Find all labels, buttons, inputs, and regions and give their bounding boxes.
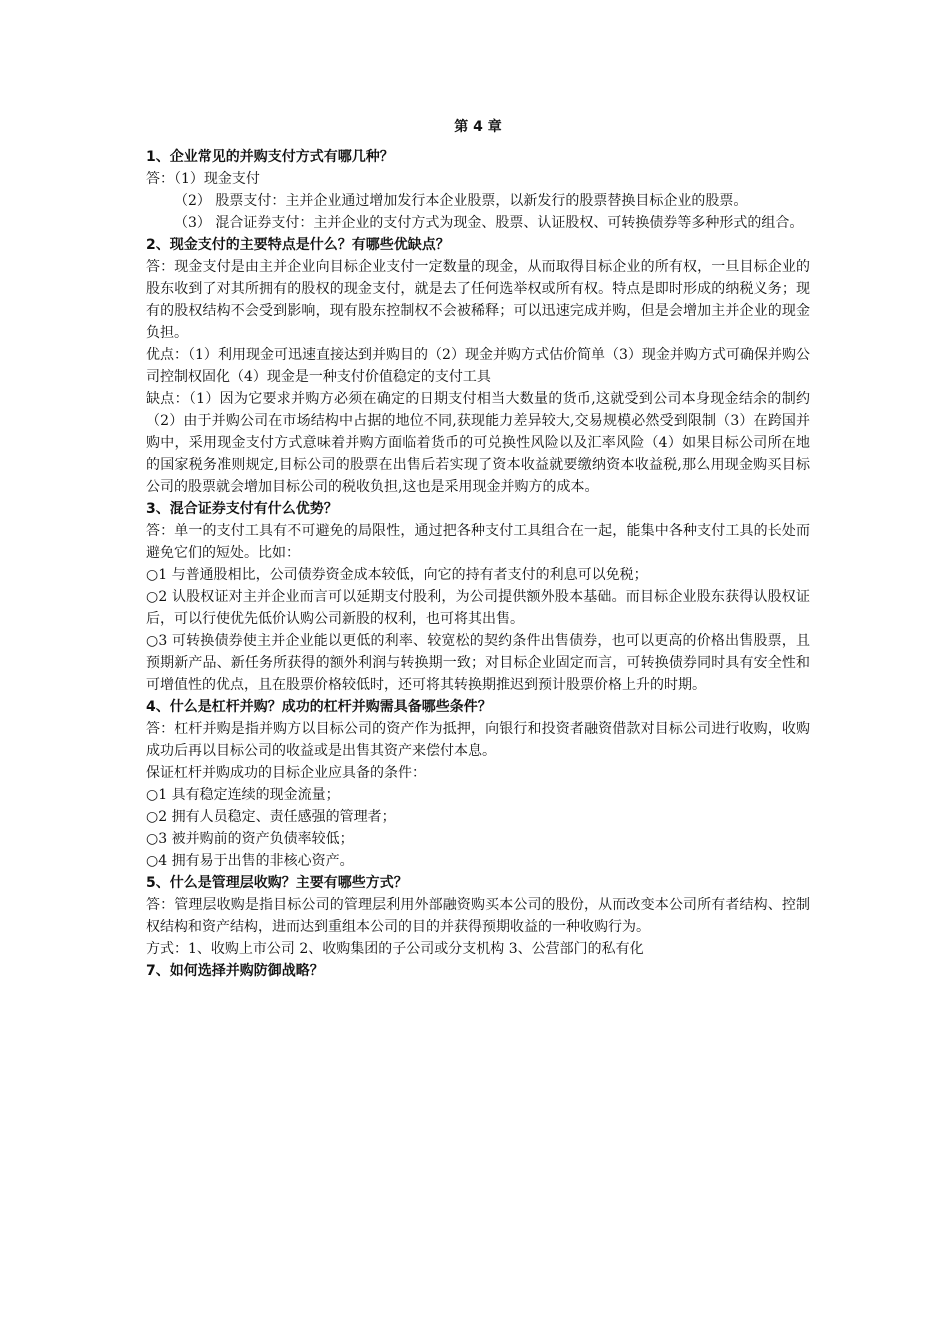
answer-2-main: 答：现金支付是由主并企业向目标企业支付一定数量的现金，从而取得目标企业的所有权，一旦目标企业的股东收到了对其所拥有的股权的现金支付，就是去了任何选举权或所有权。特点是即时形成的纳税义务；现有的股权结构不会受到影响，现有股东控制权不会被稀释；可以迅速完成并购，但是会增加主并企业的现金负担。: [146, 259, 810, 341]
answer-2-pros: 优点：（1）利用现金可迅速直接达到并购目的（2）现金并购方式估价简单（3）现金并购方式可确保并购公司控制权固化（4）现金是一种支付价值稳定的支付工具: [146, 347, 810, 385]
answer-1-cash: 答：（1）现金支付: [146, 171, 260, 187]
question-4: 4、什么是杠杆并购？成功的杠杆并购需具备哪些条件？: [146, 699, 492, 715]
question-7: 7、如何选择并购防御战略？: [146, 963, 324, 979]
answer-5-main: 答：管理层收购是指目标公司的管理层利用外部融资购买本公司的股份，从而改变本公司所有者结构、控制权结构和资产结构，进而达到重组本公司的目的并获得预期收益的一种收购行为。: [146, 897, 810, 935]
answer-4-item-1: ○1 具有稳定连续的现金流量；: [146, 787, 340, 803]
answer-4-conditions: 保证杠杆并购成功的目标企业应具备的条件：: [146, 765, 426, 781]
answer-1-mixed: （3） 混合证券支付：主并企业的支付方式为现金、股票、认证股权、可转换债券等多种形式的组合。: [174, 215, 804, 231]
answer-1-stock: （2） 股票支付：主并企业通过增加发行本企业股票，以新发行的股票替换目标企业的股票。: [174, 193, 748, 209]
question-5: 5、什么是管理层收购？主要有哪些方式？: [146, 875, 408, 891]
question-3: 3、混合证券支付有什么优势？: [146, 501, 338, 517]
answer-3-item-1: ○1 与普通股相比，公司债券资金成本较低，向它的持有者支付的利息可以免税；: [146, 567, 648, 583]
document-page: [146, 118, 810, 982]
chapter-title: 第 4 章: [454, 119, 502, 135]
answer-2-cons: 缺点：（1）因为它要求并购方必须在确定的日期支付相当大数量的货币,这就受到公司本身现金结余的制约（2）由于并购公司在市场结构中占据的地位不同,获现能力差异较大,交易规模必然受到限制（3）在跨国并购中，采用现金支付方式意味着并购方面临着货币的可兑换性风险以及汇率风险（4）如果目标公司所在地的国家税务准则规定,目标公司的股票在出售后若实现了资本收益就要缴纳资本收益税,那么用现金购买目标公司的股票就会增加目标公司的税收负担,这也是采用现金并购方的成本。: [146, 391, 810, 495]
question-1: 1、企业常见的并购支付方式有哪几种？: [146, 149, 394, 165]
answer-5-methods: 方式：1、收购上市公司 2、收购集团的子公司或分支机构 3、公营部门的私有化: [146, 941, 644, 957]
answer-3-item-3: ○3 可转换债券使主并企业能以更低的利率、较宽松的契约条件出售债券，也可以更高的价格出售股票，且预期新产品、新任务所获得的额外利润与转换期一致；对目标企业固定而言，可转换债券同时具有安全性和可增值性的优点，且在股票价格较低时，还可将其转换期推迟到预计股票价格上升的时期。: [146, 633, 810, 693]
answer-4-item-3: ○3 被并购前的资产负债率较低；: [146, 831, 354, 847]
answer-3-main: 答：单一的支付工具有不可避免的局限性，通过把各种支付工具组合在一起，能集中各种支付工具的长处而避免它们的短处。比如：: [146, 523, 810, 561]
answer-3-item-2: ○2 认股权证对主并企业而言可以延期支付股利，为公司提供额外股本基础。而目标企业股东获得认股权证后，可以行使优先低价认购公司新股的权利，也可将其出售。: [146, 589, 810, 627]
answer-4-item-2: ○2 拥有人员稳定、责任感强的管理者；: [146, 809, 396, 825]
answer-4-main: 答：杠杆并购是指并购方以目标公司的资产作为抵押，向银行和投资者融资借款对目标公司进行收购，收购成功后再以目标公司的收益或是出售其资产来偿付本息。: [146, 721, 810, 759]
answer-4-item-4: ○4 拥有易于出售的非核心资产。: [146, 853, 354, 869]
question-2: 2、现金支付的主要特点是什么？有哪些优缺点？: [146, 237, 450, 253]
